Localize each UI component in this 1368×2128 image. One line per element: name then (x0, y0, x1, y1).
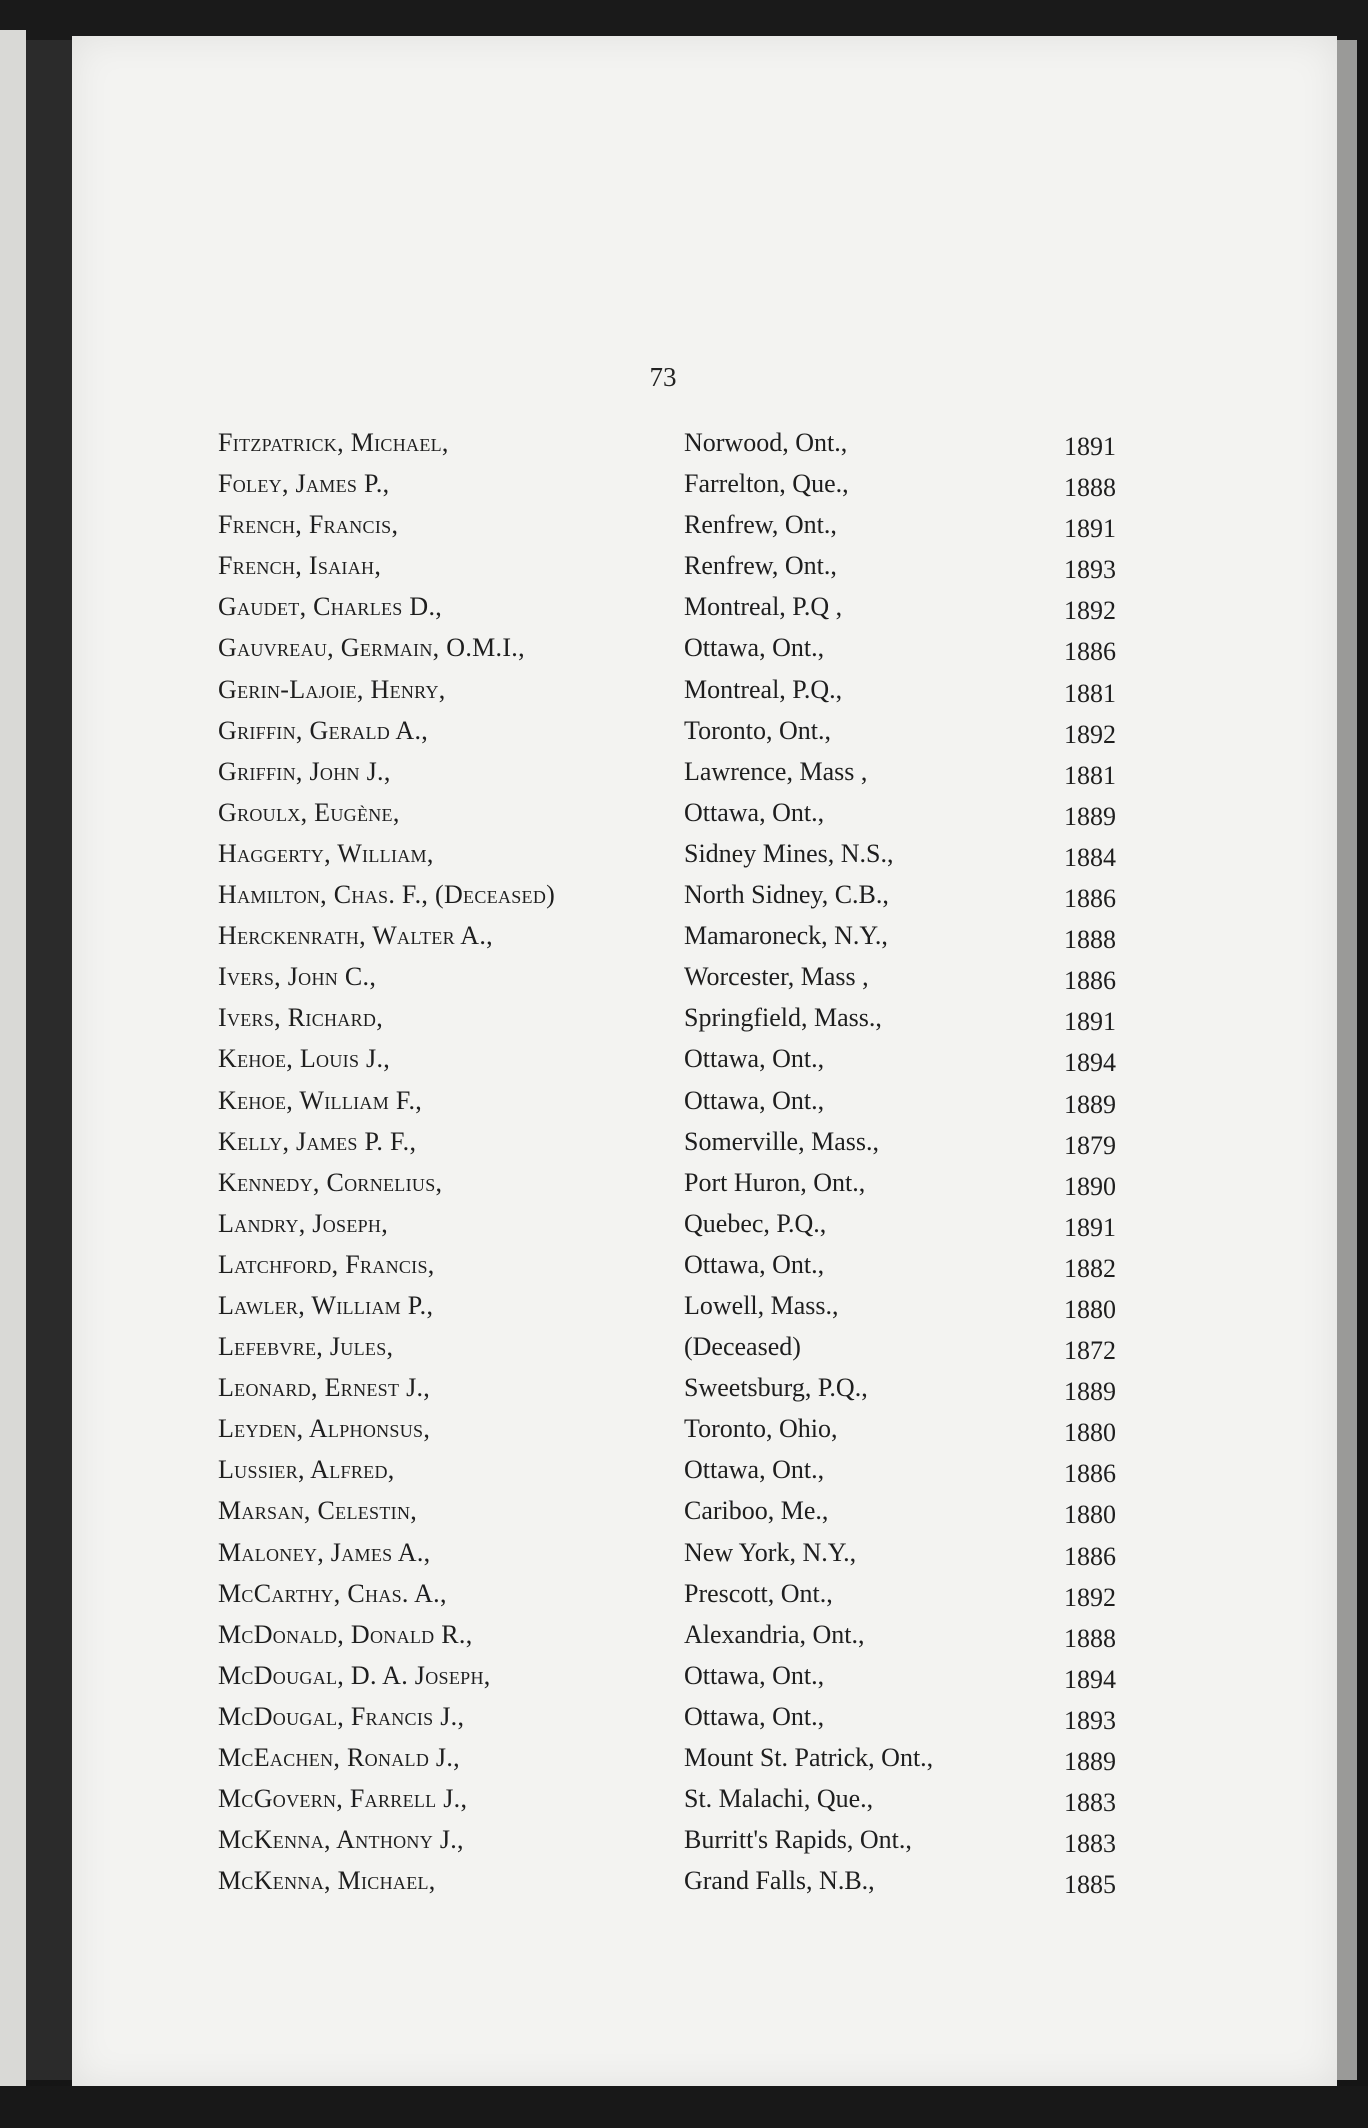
entry-name: McGovern, Farrell J., (218, 1784, 468, 1814)
entry-name: McDougal, Francis J., (218, 1701, 465, 1731)
entry-year: 1882 (1064, 1253, 1116, 1283)
entry-place: Quebec, P.Q., (684, 1208, 827, 1238)
page-number: 73 (649, 362, 677, 392)
entry-place: New York, N.Y., (684, 1537, 857, 1567)
entry-place: Montreal, P.Q., (684, 674, 843, 704)
entry-year: 1893 (1064, 1705, 1116, 1735)
entry-name: Griffin, Gerald A., (218, 715, 429, 745)
entry-place: Somerville, Mass., (684, 1126, 879, 1156)
entry-year: 1884 (1064, 842, 1116, 872)
list-item (214, 880, 1114, 921)
entry-place: Toronto, Ont., (684, 715, 831, 745)
entry-place: Grand Falls, N.B., (684, 1866, 875, 1896)
entry-year: 1890 (1064, 1171, 1116, 1201)
entry-place: Ottawa, Ont., (684, 633, 825, 663)
list-item (214, 1209, 1114, 1250)
entry-name: Kehoe, Louis J., (218, 1044, 391, 1074)
entry-place: Farrelton, Que., (684, 469, 849, 499)
entry-place: Norwood, Ont., (684, 428, 848, 457)
entry-place: Springfield, Mass., (684, 1003, 882, 1033)
entry-place: Mount St. Patrick, Ont., (684, 1743, 934, 1772)
entry-place: Ottawa, Ont., (684, 1249, 825, 1279)
entry-place: Ottawa, Ont., (684, 1701, 825, 1731)
entry-name: Landry, Joseph, (218, 1208, 389, 1238)
alumni-list (214, 428, 1114, 1907)
entry-name: Lefebvre, Jules, (218, 1332, 394, 1362)
list-item (214, 1291, 1114, 1332)
facing-page-edge (0, 30, 26, 2090)
entry-name: McEachen, Ronald J., (218, 1743, 460, 1772)
entry-year: 1893 (1064, 555, 1116, 585)
entry-place: Toronto, Ohio, (684, 1414, 838, 1444)
entry-year: 1883 (1064, 1788, 1116, 1818)
entry-name: Ivers, Richard, (218, 1003, 384, 1033)
list-item (214, 1866, 1114, 1907)
list-item (214, 469, 1114, 510)
entry-place: Renfrew, Ont., (684, 510, 837, 540)
entry-place: Ottawa, Ont., (684, 1660, 825, 1690)
entry-year: 1883 (1064, 1829, 1116, 1859)
entry-name: Groulx, Eugène, (218, 797, 400, 827)
entry-name: McDougal, D. A. Joseph, (218, 1660, 491, 1690)
list-item (214, 1496, 1114, 1537)
entry-year: 1872 (1064, 1336, 1116, 1366)
entry-year: 1886 (1064, 884, 1116, 914)
entry-place: Lawrence, Mass , (684, 756, 868, 786)
entry-year: 1881 (1064, 760, 1116, 790)
list-item (214, 1702, 1114, 1743)
entry-name: Kehoe, William F., (218, 1085, 423, 1115)
entry-name: McKenna, Anthony J., (218, 1825, 464, 1855)
entry-year: 1880 (1064, 1500, 1116, 1530)
entry-name: Leonard, Ernest J., (218, 1373, 431, 1403)
entry-place: Ottawa, Ont., (684, 1044, 825, 1074)
entry-place: Mamaroneck, N.Y., (684, 921, 888, 951)
list-item (214, 798, 1114, 839)
entry-place: Ottawa, Ont., (684, 1455, 825, 1485)
entry-year: 1879 (1064, 1130, 1116, 1160)
list-item (214, 839, 1114, 880)
list-item (214, 1332, 1114, 1373)
entry-year: 1888 (1064, 473, 1116, 503)
list-item (214, 716, 1114, 757)
entry-place: St. Malachi, Que., (684, 1784, 874, 1814)
entry-place: Lowell, Mass., (684, 1290, 839, 1320)
entry-year: 1880 (1064, 1294, 1116, 1324)
list-item (214, 551, 1114, 592)
entry-place: Ottawa, Ont., (684, 797, 825, 827)
entry-name: Herckenrath, Walter A., (218, 921, 493, 951)
entry-place: Montreal, P.Q , (684, 592, 843, 622)
entry-place: (Deceased) (684, 1332, 801, 1362)
entry-place: Sidney Mines, N.S., (684, 838, 894, 868)
entry-place: North Sidney, C.B., (684, 880, 889, 910)
entry-year: 1885 (1064, 1870, 1116, 1900)
list-item (214, 1250, 1114, 1291)
entry-year: 1889 (1064, 1377, 1116, 1407)
list-item (214, 921, 1114, 962)
list-item (214, 962, 1114, 1003)
entry-year: 1889 (1064, 1747, 1116, 1776)
list-item (214, 1127, 1114, 1168)
list-item (214, 1661, 1114, 1702)
entry-name: Latchford, Francis, (218, 1249, 435, 1279)
entry-year: 1886 (1064, 966, 1116, 996)
list-item (214, 633, 1114, 674)
entry-name: Haggerty, William, (218, 838, 434, 868)
entry-name: Gaudet, Charles D., (218, 592, 443, 622)
book-binding-shadow (26, 40, 72, 2080)
page-edge-shadow (1337, 40, 1357, 2080)
entry-place: Alexandria, Ont., (684, 1619, 865, 1649)
list-item (214, 1784, 1114, 1825)
entry-year: 1892 (1064, 1582, 1116, 1612)
entry-year: 1891 (1064, 1212, 1116, 1242)
entry-name: Lussier, Alfred, (218, 1455, 395, 1485)
list-item (214, 675, 1114, 716)
entry-place: Ottawa, Ont., (684, 1085, 825, 1115)
entry-year: 1894 (1064, 1048, 1116, 1078)
entry-name: Foley, James P., (218, 469, 390, 499)
entry-year: 1891 (1064, 432, 1116, 461)
scan-bottom-border (0, 2086, 1368, 2128)
entry-place: Prescott, Ont., (684, 1578, 833, 1608)
entry-year: 1889 (1064, 1089, 1116, 1119)
entry-place: Renfrew, Ont., (684, 551, 837, 581)
entry-year: 1886 (1064, 637, 1116, 667)
entry-place: Cariboo, Me., (684, 1496, 829, 1526)
entry-name: Marsan, Celestin, (218, 1496, 418, 1526)
entry-year: 1889 (1064, 801, 1116, 831)
entry-name: Gauvreau, Germain, O.M.I., (218, 633, 525, 663)
list-item (214, 1373, 1114, 1414)
entry-year: 1892 (1064, 719, 1116, 749)
scan-top-border (0, 0, 1368, 40)
list-item (214, 757, 1114, 798)
entry-year: 1881 (1064, 678, 1116, 708)
list-item (214, 1003, 1114, 1044)
entry-year: 1891 (1064, 1007, 1116, 1037)
entry-year: 1880 (1064, 1418, 1116, 1448)
list-item (214, 1168, 1114, 1209)
entry-name: McKenna, Michael, (218, 1866, 436, 1896)
list-item (214, 510, 1114, 551)
entry-name: Kennedy, Cornelius, (218, 1167, 443, 1197)
entry-year: 1888 (1064, 925, 1116, 955)
entry-name: French, Isaiah, (218, 551, 382, 581)
entry-place: Burritt's Rapids, Ont., (684, 1825, 912, 1855)
entry-place: Sweetsburg, P.Q., (684, 1373, 868, 1403)
entry-year: 1888 (1064, 1623, 1116, 1653)
list-item (214, 1620, 1114, 1661)
list-item (214, 1579, 1114, 1620)
entry-place: Port Huron, Ont., (684, 1167, 866, 1197)
entry-name: Lawler, William P., (218, 1290, 434, 1320)
entry-year: 1891 (1064, 514, 1116, 544)
entry-name: Kelly, James P. F., (218, 1126, 417, 1156)
entry-name: Leyden, Alphonsus, (218, 1414, 431, 1444)
list-item (214, 1044, 1114, 1085)
entry-name: Fitzpatrick, Michael, (218, 428, 449, 457)
entry-name: Gerin-Lajoie, Henry, (218, 674, 446, 704)
list-item (214, 428, 1114, 469)
list-item (214, 1086, 1114, 1127)
entry-name: Hamilton, Chas. F., (Deceased) (218, 880, 556, 910)
list-item (214, 1825, 1114, 1866)
entry-name: McDonald, Donald R., (218, 1619, 473, 1649)
entry-year: 1886 (1064, 1541, 1116, 1571)
entry-place: Worcester, Mass , (684, 962, 869, 992)
entry-name: Griffin, John J., (218, 756, 391, 786)
entry-name: Maloney, James A., (218, 1537, 431, 1567)
list-item (214, 1743, 1114, 1784)
list-item (214, 1414, 1114, 1455)
list-item (214, 1455, 1114, 1496)
entry-name: McCarthy, Chas. A., (218, 1578, 447, 1608)
entry-year: 1892 (1064, 596, 1116, 626)
entry-year: 1886 (1064, 1459, 1116, 1489)
list-item (214, 592, 1114, 633)
entry-name: Ivers, John C., (218, 962, 377, 992)
list-item (214, 1538, 1114, 1579)
entry-year: 1894 (1064, 1664, 1116, 1694)
entry-name: French, Francis, (218, 510, 399, 540)
